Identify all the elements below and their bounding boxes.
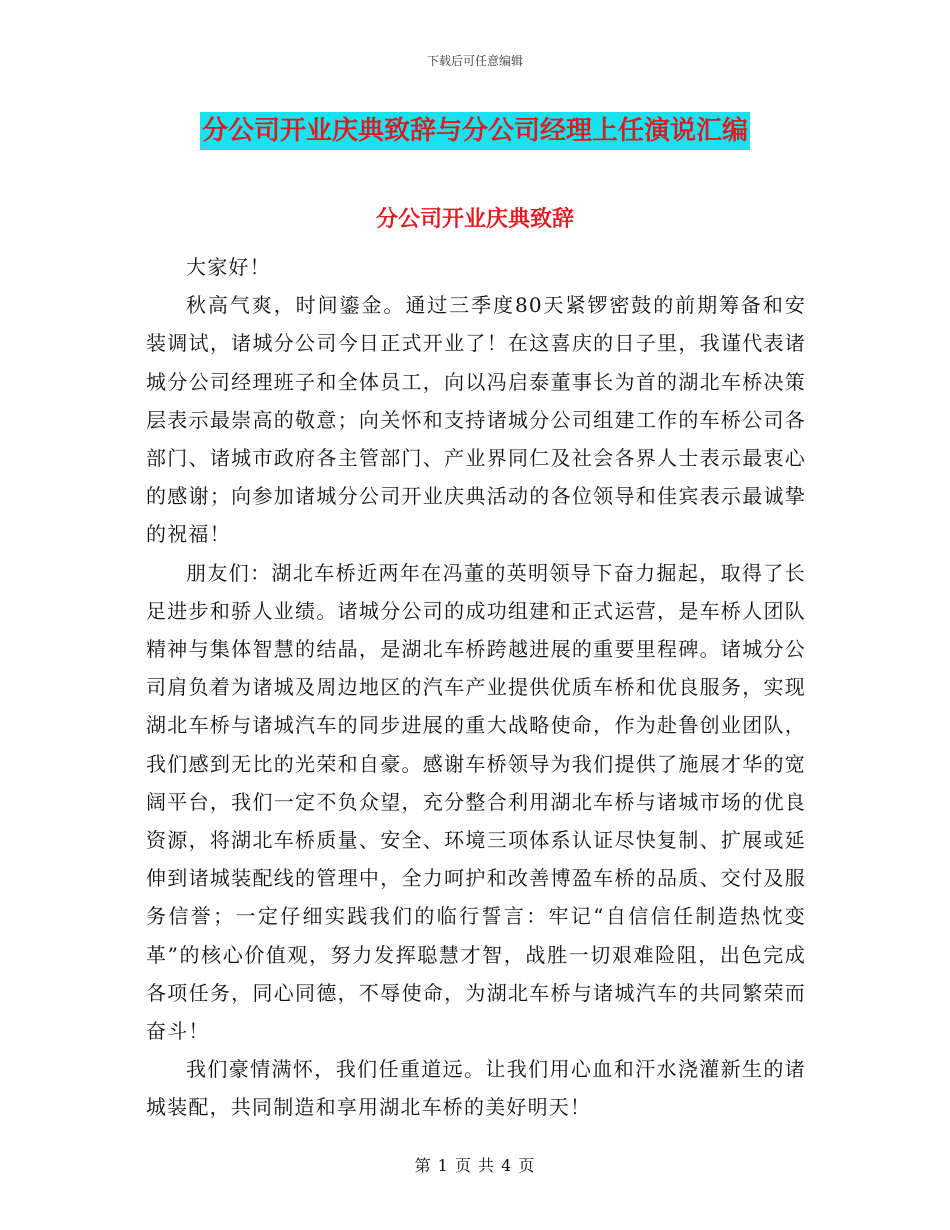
document-title-text: 分公司开业庆典致辞与分公司经理上任演说汇编 <box>200 112 750 150</box>
body-paragraph: 我们豪情满怀，我们任重道远。让我们用心血和汗水浇灌新生的诸城装配，共同制造和享用湖北车桥的美好明天！ <box>146 1057 806 1120</box>
header-note: 下载后可任意编辑 <box>426 54 523 68</box>
speech-body <box>146 248 806 1127</box>
document-title <box>0 112 950 150</box>
greeting-paragraph: 大家好！ <box>186 255 271 279</box>
section-title: 分公司开业庆典致辞 <box>375 206 574 232</box>
body-paragraph: 朋友们：湖北车桥近两年在冯董的英明领导下奋力掘起，取得了长足进步和骄人业绩。诸城分公司的成功组建和正式运营，是车桥人团队精神与集体智慧的结晶，是湖北车桥跨越进展的重要里程碑。诸城分公司肩负着为诸城及周边地区的汽车产业提供优质车桥和优良服务，实现湖北车桥与诸城汽车的同步进展的重大战略使命，作为赴鲁创业团队，我们感到无比的光荣和自豪。感谢车桥领导为我们提供了施展才华的宽阔平台，我们一定不负众望，充分整合利用湖北车桥与诸城市场的优良资源，将湖北车桥质量、安全、环境三项体系认证尽快复制、扩展或延伸到诸城装配线的管理中，全力呵护和改善博盈车桥的品质、交付及服务信誉；一定仔细实践我们的临行誓言：牢记“自信信任制造热忱变革”的核心价值观，努力发挥聪慧才智，战胜一切艰难险阻，出色完成各项任务，同心同德，不辱使命，为湖北车桥与诸城汽车的共同繁荣而奋斗！ <box>146 560 806 1044</box>
body-paragraph: 秋高气爽，时间鎏金。通过三季度80天紧锣密鼓的前期筹备和安装调试，诸城分公司今日正式开业了！在这喜庆的日子里，我谨代表诸城分公司经理班子和全体员工，向以冯启泰董事长为首的湖北车桥决策层表示最崇高的敬意；向关怀和支持诸城分公司组建工作的车桥公司各部门、诸城市政府各主管部门、产业界同仁及社会各界人士表示最衷心的感谢；向参加诸城分公司开业庆典活动的各位领导和佳宾表示最诚挚的祝福！ <box>146 293 806 547</box>
page-number: 第 1 页 共 4 页 <box>414 1156 536 1175</box>
